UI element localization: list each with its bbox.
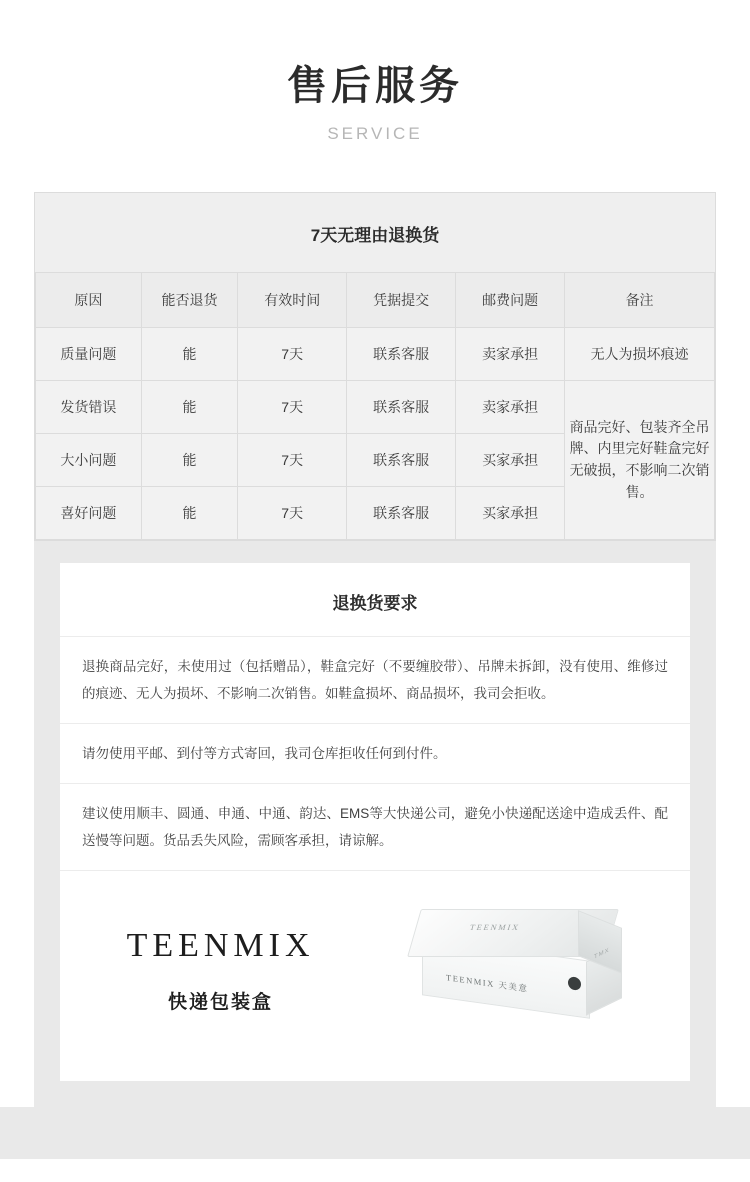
box-side-label: TMX [593,947,610,961]
cell-note: 无人为损坏痕迹 [565,328,715,381]
table-header-row [36,273,715,328]
brand-name: TEENMIX [126,926,315,964]
column-header-reason: 原因 [36,273,142,328]
cell-reason: 大小问题 [36,434,142,487]
cell-proof: 联系客服 [347,434,456,487]
table-row [36,381,715,434]
brand-text-group [78,927,363,1014]
requirements-paragraph-2: 请勿使用平邮、到付等方式寄回，我司仓库拒收任何到付件。 [60,723,690,783]
cell-can-return: 能 [141,434,237,487]
column-header-can-return: 能否退货 [141,273,237,328]
brand-package-label: 快递包装盒 [168,991,274,1013]
cell-can-return: 能 [141,328,237,381]
cell-shipping-fee: 买家承担 [456,487,565,540]
cell-valid-time: 7天 [238,434,347,487]
cell-note-merged: 商品完好、包装齐全吊牌、内里完好鞋盒完好无破损，不影响二次销售。 [565,381,715,540]
return-policy-table [35,272,715,540]
cell-proof: 联系客服 [347,487,456,540]
page-header [0,0,750,144]
box-top-label: TEENMIX [468,923,521,932]
column-header-valid-time: 有效时间 [238,273,347,328]
brand-packaging-block [60,870,690,1081]
cell-shipping-fee: 卖家承担 [456,381,565,434]
cell-shipping-fee: 卖家承担 [456,328,565,381]
shoe-box-image [363,905,672,1035]
cell-proof: 联系客服 [347,328,456,381]
column-header-proof: 凭据提交 [347,273,456,328]
shoe-box-illustration-icon [408,905,628,1035]
cell-valid-time: 7天 [238,381,347,434]
box-front-label: TEENMIX 天美意 [445,972,528,994]
page-title: 售后服务 [287,64,463,108]
table-caption: 7天无理由退换货 [35,193,715,272]
cell-valid-time: 7天 [238,328,347,381]
table-row [36,328,715,381]
column-header-shipping-fee: 邮费问题 [456,273,565,328]
requirements-paragraph-1: 退换商品完好，未使用过（包括赠品），鞋盒完好（不要缠胶带）、吊牌未拆卸，没有使用、维修过的痕迹、无人为损坏、不影响二次销售。如鞋盒损坏、商品损坏，我司会拒收。 [60,636,690,723]
return-requirements-card [60,563,690,1081]
cell-valid-time: 7天 [238,487,347,540]
cell-can-return: 能 [141,487,237,540]
requirements-paragraph-3: 建议使用顺丰、圆通、申通、中通、韵达、EMS等大快递公司，避免小快递配送途中造成丢件、配送慢等问题。货品丢失风险，需顾客承担，请谅解。 [60,783,690,870]
cell-shipping-fee: 买家承担 [456,434,565,487]
return-policy-table-block [34,192,716,541]
column-header-note: 备注 [565,273,715,328]
bottom-spacer [0,1107,750,1159]
cell-reason: 发货错误 [36,381,142,434]
cell-reason: 质量问题 [36,328,142,381]
cell-reason: 喜好问题 [36,487,142,540]
page-subtitle: SERVICE [327,124,423,143]
cell-proof: 联系客服 [347,381,456,434]
return-requirements-block [34,541,716,1107]
requirements-title: 退换货要求 [332,594,418,613]
cell-can-return: 能 [141,381,237,434]
